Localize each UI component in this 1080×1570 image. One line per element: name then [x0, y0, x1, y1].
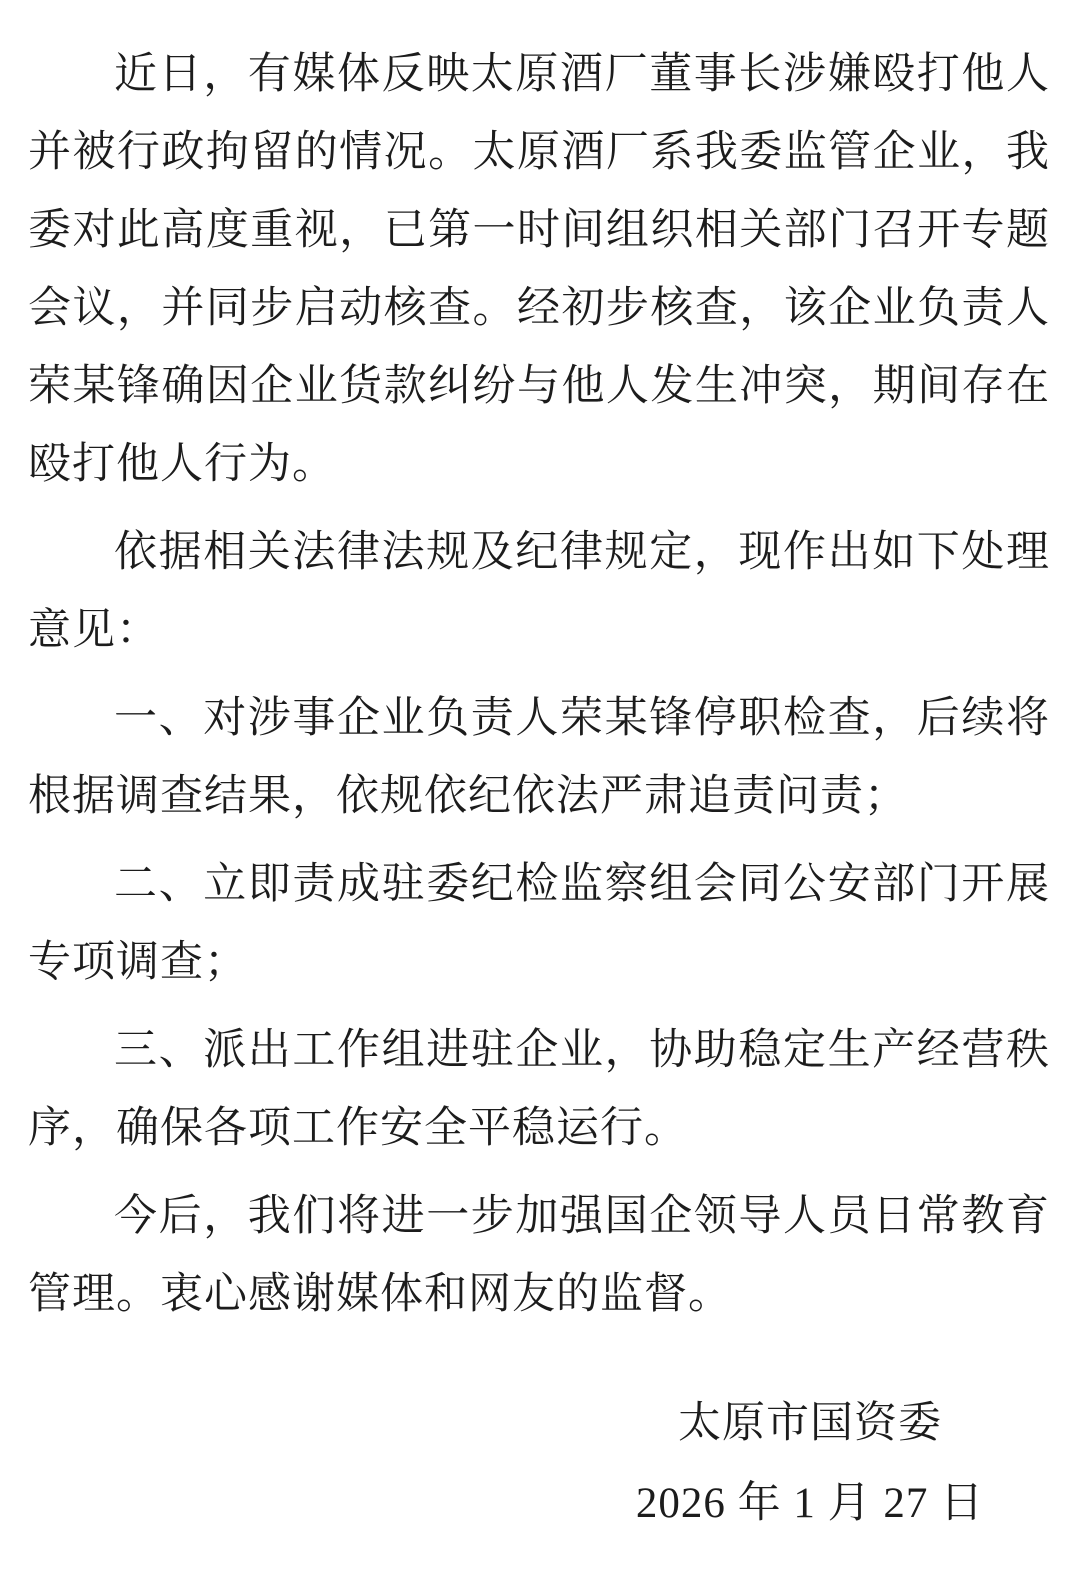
paragraph-item-1: 一、对涉事企业负责人荣某锋停职检查，后续将根据调查结果，依规依纪依法严肃追责问责；	[28, 695, 1050, 820]
signature-block	[570, 1384, 1050, 1544]
paragraph-decision-intro: 依据相关法律法规及纪律规定，现作出如下处理意见：	[28, 529, 1050, 654]
paragraph-intro: 近日，有媒体反映太原酒厂董事长涉嫌殴打他人并被行政拘留的情况。太原酒厂系我委监管企业，我委对此高度重视，已第一时间组织相关部门召开专题会议，并同步启动核查。经初步核查，该企业负责人荣某锋确因企业货款纠纷与他人发生冲突，期间存在殴打他人行为。	[28, 51, 1050, 488]
paragraph-item-2: 二、立即责成驻委纪检监察组会同公安部门开展专项调查；	[28, 861, 1050, 986]
paragraph-item-3: 三、派出工作组进驻企业，协助稳定生产经营秩序，确保各项工作安全平稳运行。	[28, 1027, 1050, 1152]
signature-date: 2026 年 1 月 27 日	[635, 1480, 985, 1527]
paragraph-closing: 今后，我们将进一步加强国企领导人员日常教育管理。衷心感谢媒体和网友的监督。	[28, 1193, 1050, 1318]
signature-organization: 太原市国资委	[678, 1400, 942, 1447]
